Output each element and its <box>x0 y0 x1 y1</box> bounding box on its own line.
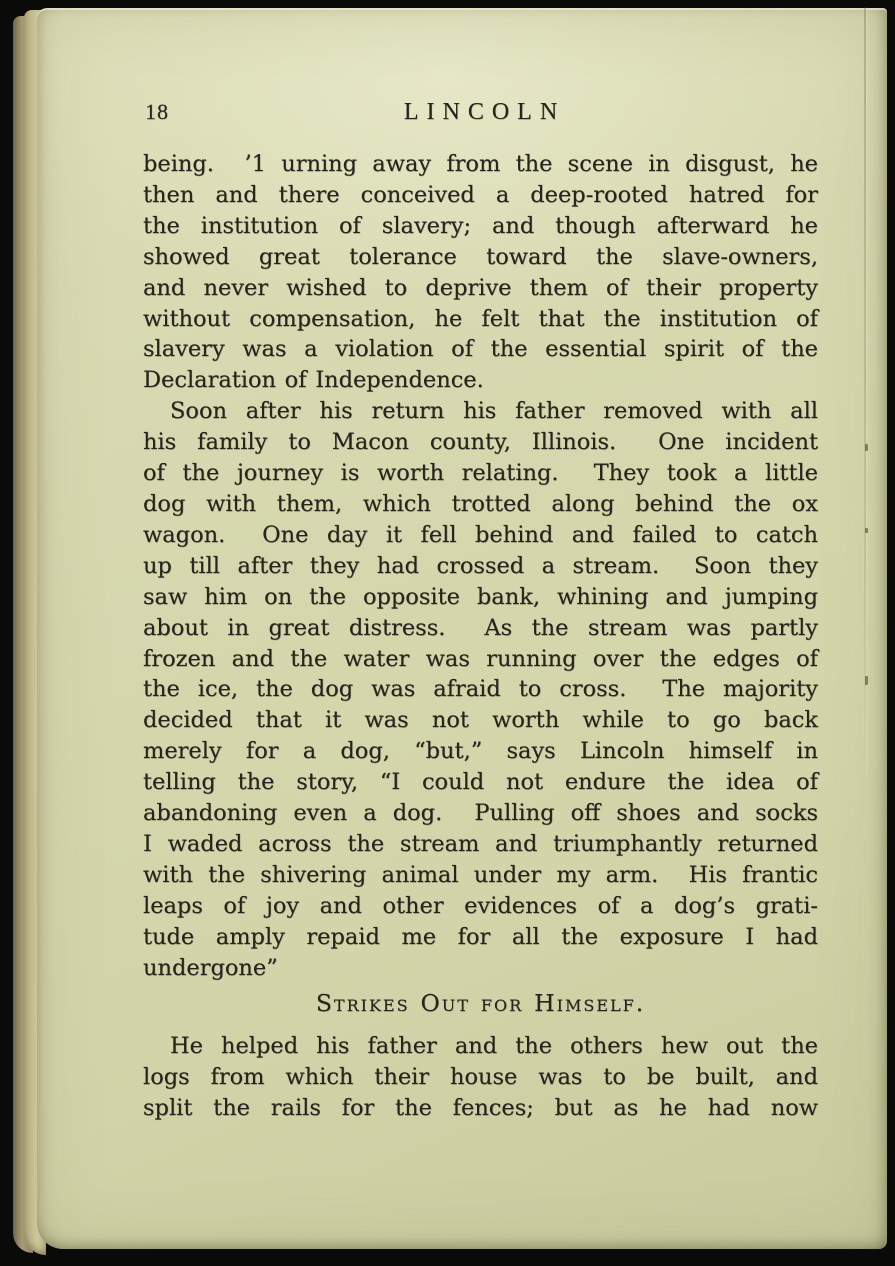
text-line: and never wished to deprive them of their property <box>143 274 818 301</box>
text-line: the institution of slavery; and though afterward he <box>143 212 818 239</box>
text-line: split the rails for the fences; but as he had now <box>143 1095 818 1122</box>
text-line: wagon. One day it fell behind and failed to catch <box>143 521 818 548</box>
text-line: with the shivering animal under my arm. His frantic <box>143 861 818 888</box>
text-line: leaps of joy and other evidences of a dog’s grati- <box>143 892 818 919</box>
page-body <box>143 149 818 1124</box>
running-title: LINCOLN <box>403 99 566 125</box>
text-line: Soon after his return his father removed with all <box>170 398 818 425</box>
text-line: up till after they had crossed a stream. Soon they <box>143 552 818 579</box>
text-line: undergone” <box>143 954 278 981</box>
text-line: about in great distress. As the stream was partly <box>143 614 818 641</box>
text-line: Declaration of Independence. <box>143 367 484 394</box>
page-header <box>143 8 818 127</box>
text-line: telling the story, “I could not endure the idea of <box>143 769 818 796</box>
text-line: frozen and the water was running over the edges of <box>143 645 818 672</box>
text-line: decided that it was not worth while to go back <box>143 707 818 734</box>
paragraph <box>143 396 818 983</box>
text-line: I waded across the stream and triumphantly returned <box>143 830 818 857</box>
ink-speck <box>865 444 868 451</box>
book-page <box>37 8 887 1249</box>
page-content <box>143 8 818 1249</box>
text-line: the ice, the dog was afraid to cross. The majority <box>143 676 818 703</box>
text-line: logs from which their house was to be built, and <box>143 1064 818 1091</box>
paragraph <box>143 1031 818 1124</box>
text-line: showed great tolerance toward the slave-owners, <box>143 243 818 270</box>
text-line: his family to Macon county, Illinois. One incident <box>143 429 818 456</box>
text-line: He helped his father and the others hew out the <box>170 1033 818 1060</box>
text-line: saw him on the opposite bank, whining and jumping <box>143 583 818 610</box>
text-line: then and there conceived a deep-rooted hatred for <box>143 181 818 208</box>
section-heading: Strikes Out for Himself. <box>315 989 646 1018</box>
text-line: of the journey is worth relating. They took a little <box>143 460 818 487</box>
text-line: dog with them, which trotted along behind the ox <box>143 490 818 517</box>
ink-speck <box>865 528 868 533</box>
text-line: slavery was a violation of the essential spirit of the <box>143 336 818 363</box>
text-line: abandoning even a dog. Pulling off shoes and socks <box>143 800 818 827</box>
page-number: 18 <box>145 99 169 124</box>
text-line: merely for a dog, “but,” says Lincoln himself in <box>143 738 818 765</box>
ink-speck <box>865 676 868 685</box>
paragraph <box>143 149 818 396</box>
text-line: tude amply repaid me for all the exposure I had <box>143 923 818 950</box>
text-line: being. ’1 urning away from the scene in disgust, he <box>143 151 818 177</box>
text-line: without compensation, he felt that the institution of <box>143 305 818 332</box>
page-crease <box>864 8 866 777</box>
